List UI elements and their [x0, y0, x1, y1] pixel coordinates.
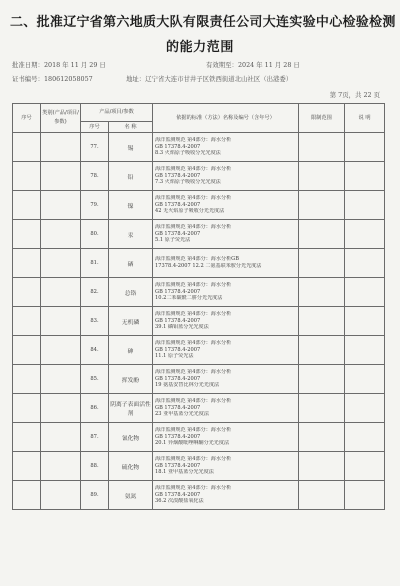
row-seq-cell [13, 481, 41, 510]
table-row [13, 394, 385, 423]
standard-basis-line: 海洋监测规范 第4部分：海水分析 [155, 427, 232, 434]
row-standard-basis [153, 307, 299, 336]
row-category-cell [41, 191, 81, 220]
standard-basis-line: 海洋监测规范 第4部分：海水分析 [155, 282, 232, 289]
standard-basis-line: 海洋监测规范 第4部分：海水分析 [155, 311, 232, 318]
row-item-name: 镍 [109, 191, 153, 220]
standard-basis-line: 海洋监测规范 第4部分：海水分析 [155, 456, 232, 463]
row-limit-range [299, 336, 345, 365]
row-standard-basis [153, 365, 299, 394]
table-row [13, 365, 385, 394]
row-standard-basis [153, 162, 299, 191]
row-category-cell [41, 162, 81, 191]
row-standard-basis [153, 249, 299, 278]
table-row [13, 307, 385, 336]
row-item-name: 氰化物 [109, 423, 153, 452]
row-seq-cell [13, 133, 41, 162]
row-category-cell [41, 423, 81, 452]
row-item-name: 总铬 [109, 278, 153, 307]
valid-until-date: 有效期至：2024 年 11 月 28 日 [206, 61, 300, 69]
row-seq-cell [13, 249, 41, 278]
header-sub-seq: 序号 [81, 122, 109, 133]
row-seq-cell [13, 452, 41, 481]
header-product-group: 产品/项目/参数 [81, 104, 153, 122]
table-row [13, 481, 385, 510]
standard-basis-line: GB 17378.4-2007 [155, 346, 201, 353]
row-note [345, 452, 385, 481]
table-row [13, 133, 385, 162]
row-seq-cell [13, 394, 41, 423]
table-row [13, 452, 385, 481]
row-item-name: 硒 [109, 249, 153, 278]
standard-basis-line: GB 17378.4-2007 [155, 143, 201, 150]
row-seq-cell [13, 191, 41, 220]
standard-basis-line: GB 17378.4-2007 [155, 433, 201, 440]
row-category-cell [41, 365, 81, 394]
standard-basis-line: 19 氨基安替比林分光光度法 [155, 382, 220, 389]
row-item-number: 77. [81, 133, 109, 162]
standard-basis-line: 海洋监测规范 第4部分：海水分析 [155, 166, 232, 173]
standard-basis-line: GB 17378.4-2007 [155, 230, 201, 237]
row-limit-range [299, 220, 345, 249]
row-note [345, 481, 385, 510]
row-seq-cell [13, 307, 41, 336]
row-note [345, 336, 385, 365]
row-standard-basis [153, 394, 299, 423]
row-item-name: 阴离子表面活性剂 [109, 394, 153, 423]
standard-basis-line: 18.1 亚甲基蓝分光光度法 [155, 469, 214, 476]
row-note [345, 133, 385, 162]
row-limit-range [299, 307, 345, 336]
standard-basis-line: 海洋监测规范 第4部分：海水分析 [155, 224, 232, 231]
standard-basis-line: GB 17378.4-2007 [155, 201, 201, 208]
row-category-cell [41, 336, 81, 365]
row-note [345, 278, 385, 307]
row-seq-cell [13, 278, 41, 307]
document-title-line-2: 的能力范围 [165, 40, 234, 55]
row-seq-cell [13, 365, 41, 394]
standard-basis-line: 23 亚甲基蓝分光光度法 [155, 411, 209, 418]
standard-basis-line: 20.1 异烟酸吡唑啉酮分光光度法 [155, 440, 230, 447]
row-note [345, 191, 385, 220]
standard-basis-line: GB 17378.4-2007 [155, 172, 201, 179]
row-limit-range [299, 162, 345, 191]
row-standard-basis [153, 481, 299, 510]
row-note [345, 220, 385, 249]
row-limit-range [299, 394, 345, 423]
row-item-name: 铅 [109, 162, 153, 191]
standard-basis-line: 11.1 原子荧光法 [155, 353, 194, 360]
row-note [345, 423, 385, 452]
row-limit-range [299, 278, 345, 307]
row-limit-range [299, 249, 345, 278]
table-row [13, 220, 385, 249]
row-item-number: 83. [81, 307, 109, 336]
standard-basis-line: 海洋监测规范 第4部分：海水分析 [155, 340, 232, 347]
row-seq-cell [13, 423, 41, 452]
row-seq-cell [13, 336, 41, 365]
standard-basis-line: 17378.4-2007 12.2 二氨基联苯胺分光光度法 [155, 263, 262, 269]
header-category: 类别(产品/项目/参数) [41, 104, 81, 133]
row-item-number: 80. [81, 220, 109, 249]
row-category-cell [41, 307, 81, 336]
row-item-number: 87. [81, 423, 109, 452]
row-note [345, 365, 385, 394]
row-standard-basis [153, 220, 299, 249]
row-item-number: 84. [81, 336, 109, 365]
row-limit-range [299, 452, 345, 481]
standard-basis-line: 海洋监测规范 第4部分：海水分析 [155, 369, 232, 376]
header-name: 名 称 [109, 122, 153, 133]
row-item-name: 砷 [109, 336, 153, 365]
standard-basis-line: 海洋监测规范 第4部分：海水分析 [155, 398, 232, 405]
table-row [13, 423, 385, 452]
row-note [345, 162, 385, 191]
table-row [13, 278, 385, 307]
row-standard-basis [153, 191, 299, 220]
certificate-number: 证书编号：180612058057 [12, 75, 93, 83]
row-item-name: 挥发酚 [109, 365, 153, 394]
row-item-number: 82. [81, 278, 109, 307]
row-note [345, 249, 385, 278]
standard-basis-line: GB 17378.4-2007 [155, 317, 201, 324]
row-category-cell [41, 481, 81, 510]
standard-basis-line: GB 17378.4-2007 [155, 288, 201, 295]
standard-basis-line: GB 17378.4-2007 [155, 491, 201, 498]
row-standard-basis [153, 133, 299, 162]
table-body [13, 133, 385, 510]
standard-basis-line: 10.2二苯碳酰二肼分光光度法 [155, 295, 223, 302]
row-item-number: 81. [81, 249, 109, 278]
row-item-number: 88. [81, 452, 109, 481]
row-limit-range [299, 191, 345, 220]
row-category-cell [41, 452, 81, 481]
standard-basis-line: 海洋监测规范 第4部分：海水分析 [155, 137, 232, 144]
row-limit-range [299, 481, 345, 510]
standard-basis-line: 8.3 火焰原子吸收分光光度法 [155, 150, 221, 157]
row-note [345, 307, 385, 336]
row-item-name: 汞 [109, 220, 153, 249]
row-category-cell [41, 133, 81, 162]
capability-table [12, 103, 385, 510]
table-row [13, 336, 385, 365]
row-note [345, 394, 385, 423]
header-note: 说 明 [345, 104, 385, 133]
document-title-line-1: 二、批准辽宁省第六地质大队有限责任公司大连实验中心检验检测 [10, 15, 396, 30]
standard-basis-line: 5.1 原子荧光法 [155, 237, 191, 244]
standard-basis-line: 海洋监测规范 第4部分：海水分析 [155, 485, 232, 492]
standard-basis-line: 36.2 次溴酸盐氧化法 [155, 498, 204, 505]
row-item-number: 78. [81, 162, 109, 191]
header-seq: 序号 [13, 104, 41, 133]
approval-date: 批准日期：2018 年 11 月 29 日 [12, 61, 106, 69]
row-seq-cell [13, 162, 41, 191]
row-category-cell [41, 278, 81, 307]
standard-basis-line: GB 17378.4-2007 [155, 404, 201, 411]
row-item-number: 79. [81, 191, 109, 220]
standard-basis-line: 42 无火焰原子吸收分光光度法 [155, 208, 225, 215]
header-limit-range: 限制范围 [299, 104, 345, 133]
row-limit-range [299, 365, 345, 394]
header-standard-basis: 依据的标准（方法）名称及编号（含年号） [153, 104, 299, 133]
row-seq-cell [13, 220, 41, 249]
standard-basis-line: GB 17378.4-2007 [155, 462, 201, 469]
row-category-cell [41, 394, 81, 423]
row-item-name: 无机磷 [109, 307, 153, 336]
table-row [13, 249, 385, 278]
row-item-name: 硫化物 [109, 452, 153, 481]
standard-basis-line: 7.3 火焰原子吸收分光光度法 [155, 179, 221, 186]
row-standard-basis [153, 336, 299, 365]
row-item-name: 氨氮 [109, 481, 153, 510]
standard-basis-line: GB 17378.4-2007 [155, 375, 201, 382]
row-limit-range [299, 133, 345, 162]
row-standard-basis [153, 423, 299, 452]
row-category-cell [41, 249, 81, 278]
standard-basis-line: 海洋监测规范 第4部分：海水分析GB [155, 256, 239, 263]
row-item-number: 86. [81, 394, 109, 423]
row-item-number: 89. [81, 481, 109, 510]
row-standard-basis [153, 452, 299, 481]
lab-address: 地址：辽宁省大连市甘井子区铁西街道北山社区（出港委） [126, 75, 293, 83]
table-row [13, 162, 385, 191]
standard-basis-line: 海洋监测规范 第4部分：海水分析 [155, 195, 232, 202]
page-indicator: 第 7页，共 22 页 [329, 91, 380, 99]
table-row [13, 191, 385, 220]
row-item-number: 85. [81, 365, 109, 394]
standard-basis-line: 39.1 磷钼蓝分光光度法 [155, 324, 209, 331]
row-standard-basis [153, 278, 299, 307]
row-category-cell [41, 220, 81, 249]
row-item-name: 锡 [109, 133, 153, 162]
row-limit-range [299, 423, 345, 452]
